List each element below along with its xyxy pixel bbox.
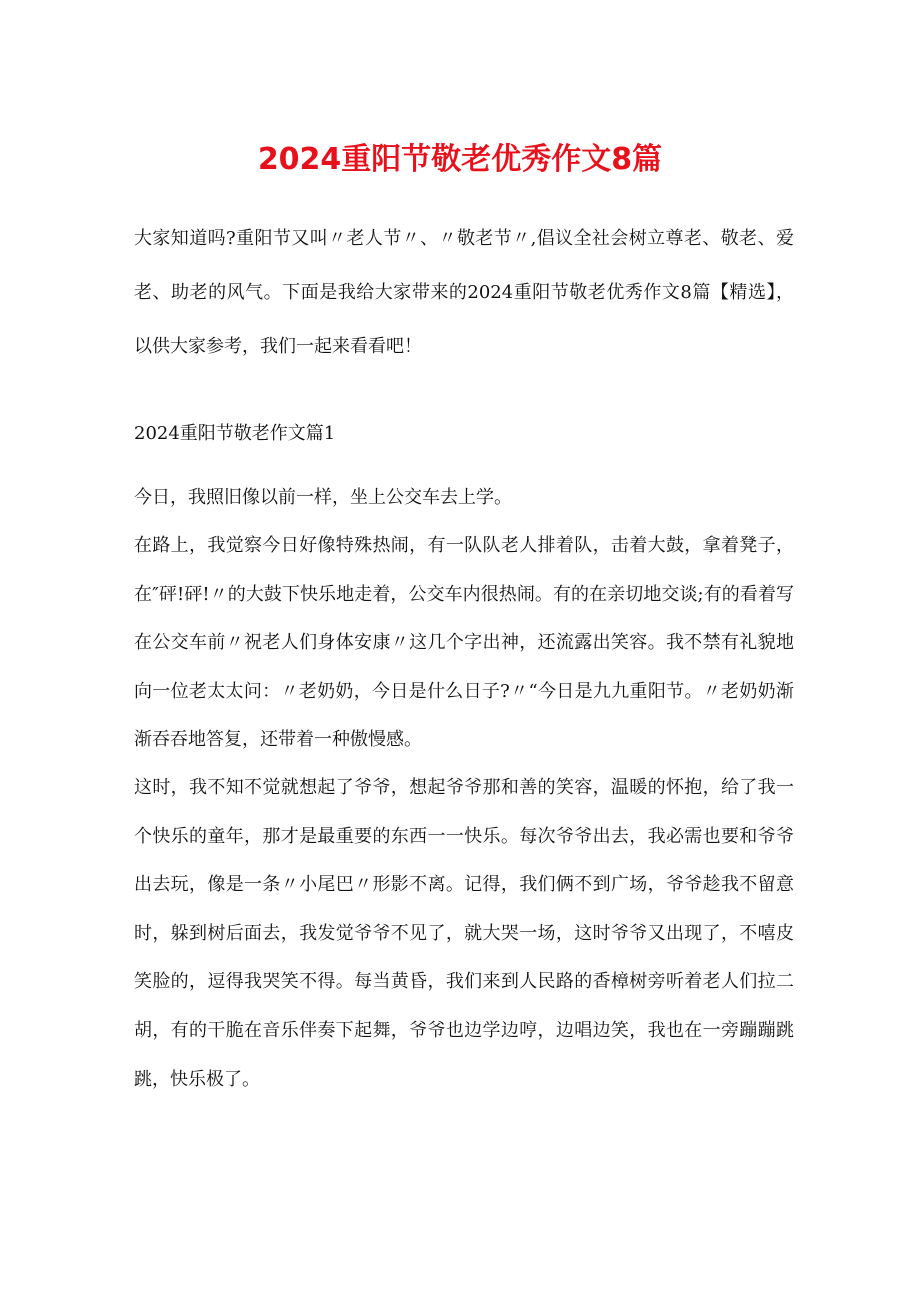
section-heading: 2024重阳节敬老作文篇1 <box>134 423 336 444</box>
intro-paragraph: 大家知道吗?重阳节又叫〃老人节〃、〃敬老节〃,倡议全社会树立尊老、敬老、爱老、助老的风气。下面是我给大家带来的2024重阳节敬老优秀作文8篇【精选】，以供大家参考，我们一起来看看吧！ <box>134 228 794 357</box>
document-title: 2024重阳节敬老优秀作文8篇 <box>257 142 663 177</box>
body-paragraph-1: 今日，我照旧像以前一样，坐上公交车去上学。 <box>134 487 512 508</box>
body-paragraph-3: 这时，我不知不觉就想起了爷爷，想起爷爷那和善的笑容，温暖的怀抱，给了我一个快乐的童年，那才是最重要的东西一一快乐。每次爷爷出去，我必需也要和爷爷出去玩，像是一条〃小尾巴〃形影不离。记得，我们俩不到广场，爷爷趁我不留意时，躲到树后面去，我发觉爷爷不见了，就大哭一场，这时爷爷又出现了，不嘻皮笑脸的，逗得我哭笑不得。每当黄昏，我们来到人民路的香樟树旁听着老人们拉二胡，有的干脆在音乐伴奏下起舞，爷爷也边学边哼，边唱边笑，我也在一旁蹦蹦跳跳，快乐极了。 <box>134 777 794 1090</box>
body-paragraph-2: 在路上，我觉察今日好像特殊热闹，有一队队老人排着队，击着大鼓，拿着凳子，在″砰!砰!〃的大鼓下快乐地走着，公交车内很热闹。有的在亲切地交谈;有的看着写在公交车前〃祝老人们身体安康〃这几个字出神，还流露出笑容。我不禁有礼貌地向一位老太太问：〃老奶奶，今日是什么日子?〃“今日是九九重阳节。〃老奶奶渐渐吞吞地答复，还带着一种傲慢感。 <box>134 535 794 751</box>
